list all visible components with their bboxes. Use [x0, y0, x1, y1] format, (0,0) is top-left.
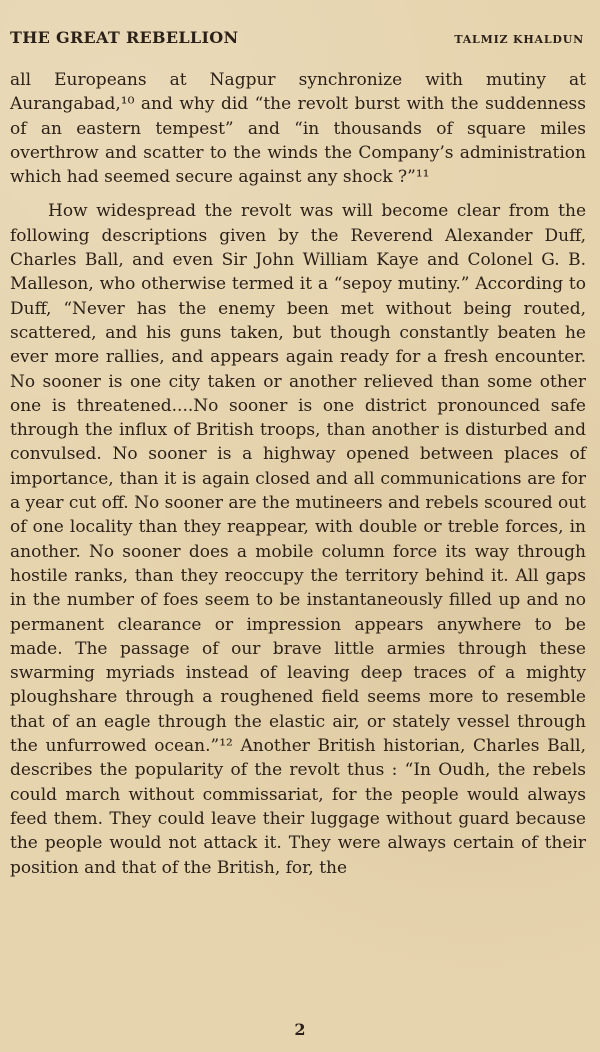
page-number: 2 — [294, 1020, 306, 1039]
page-body — [10, 68, 586, 880]
running-header — [10, 28, 586, 62]
author-name: TALMIZ KHALDUN — [454, 33, 584, 46]
paragraph-1: all Europeans at Nagpur synchronize with mutiny at Aurangabad,¹⁰ and why did “the revolt burst with the suddenness of an eastern tempest” and “in thousands of square miles overthrow and scatter to the winds the Company’s administration which had seemed secure against any shock ?”¹¹ — [10, 70, 586, 188]
book-title: THE GREAT REBELLION — [10, 28, 239, 47]
paragraph-2: How widespread the revolt was will become clear from the following descriptions given by the Reverend Alexander Duff, Charles Ball, and even Sir John William Kaye and Colonel G. B. Malleson, who otherwise termed it a “sepoy mutiny.” According to Duff, “Never has the enemy been met without being routed, scattered, and his guns taken, but though constantly beaten he ever more rallies, and appears again ready for a fresh encounter. No sooner is one city taken or another relieved than some other one is threatened....No sooner is one district pronounced safe through the influx of British troops, than another is disturbed and convulsed. No sooner is a highway opened between places of importance, than it is again closed and all communications are for a year cut off. No sooner are the mutineers and rebels scoured out of one locality than they reappear, with double or treble forces, in another. No sooner does a mobile column force its way through hostile ranks, than they reoccupy the territory behind it. All gaps in the number of foes seem to be instantaneously filled up and no permanent clearance or impression appears anywhere to be made. The passage of our brave little armies through these swarming myriads instead of leaving deep traces of a mighty ploughshare through a roughened field seems more to resemble that of an eagle through the elastic air, or stately vessel through the unfurrowed ocean.”¹² Another British historian, Charles Ball, describes the popularity of the revolt thus : “In Oudh, the rebels could march without commissariat, for the people would always feed them. They could leave their luggage without guard because the people would not attack it. They were always certain of their position and that of the British, for, the — [10, 201, 586, 878]
